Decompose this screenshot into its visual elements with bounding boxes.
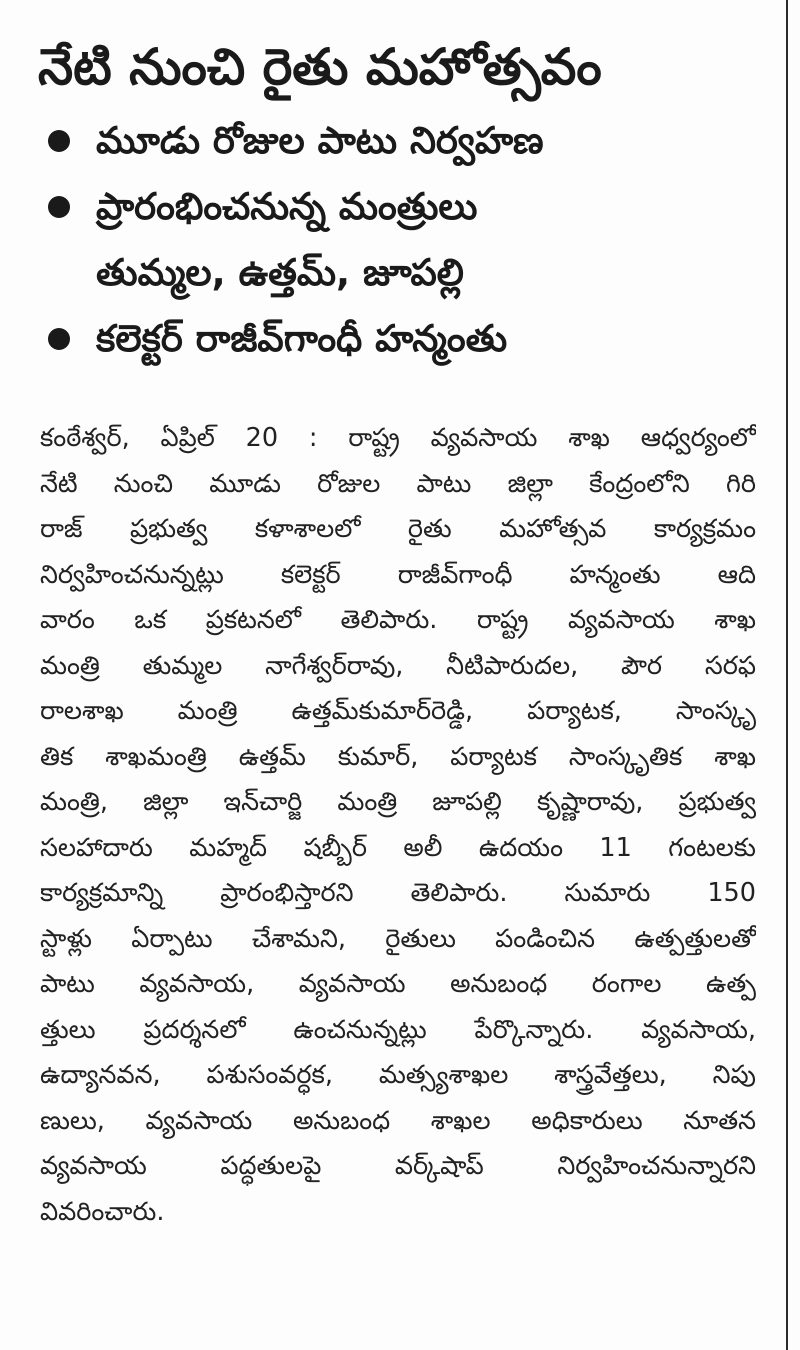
body-line: ణులు, వ్యవసాయ అనుబంధ శాఖల అధికారులు నూతన	[40, 1105, 756, 1136]
body-line: రాజ్ ప్రభుత్వ కళాశాలలో రైతు మహోత్సవ కార్యక్రమం	[40, 514, 756, 544]
bullet-icon	[48, 328, 70, 350]
bullet-icon	[48, 130, 70, 152]
highlight-item	[40, 108, 760, 174]
body-line: సలహాదారు మహ్మద్ షబ్బీర్ అలీ ఉదయం 11 గంటలకు	[40, 832, 756, 863]
highlight-line: తుమ్మల, ఉత్తమ్, జూపల్లి	[96, 251, 464, 294]
article-body	[40, 416, 756, 1235]
body-line: రాలశాఖ మంత్రి ఉత్తమ్‌కుమార్‌రెడ్డి, పర్యాటక, సాంస్కృ	[40, 696, 756, 726]
body-line: వివరించారు.	[40, 1196, 165, 1227]
highlight-line: మూడు రోజుల పాటు నిర్వహణ	[96, 119, 544, 162]
bullet-icon	[48, 196, 70, 218]
column-rule	[786, 0, 788, 1350]
highlights-list	[40, 108, 760, 372]
highlight-item	[40, 306, 760, 372]
body-line: వ్యవసాయ పద్ధతులపై వర్క్‌షాప్ నిర్వహించనున్నారని	[40, 1151, 756, 1181]
body-line: కార్యక్రమాన్ని ప్రారంభిస్తారని తెలిపారు. సుమారు 150	[40, 878, 756, 908]
body-line: మంత్రి, జిల్లా ఇన్‌చార్జి మంత్రి జూపల్లి కృష్ణారావు, ప్రభుత్వ	[40, 787, 756, 817]
highlight-line: ప్రారంభించనున్న మంత్రులు	[96, 185, 478, 228]
body-line: నిర్వహించనున్నట్లు కలెక్టర్ రాజీవ్‌గాంధీ హన్మంతు ఆది	[40, 559, 756, 590]
body-line: మంత్రి తుమ్మల నాగేశ్వర్‌రావు, నీటిపారుదల, పౌర సరఫ	[40, 650, 756, 681]
body-line: స్టాళ్లు ఏర్పాటు చేశామని, రైతులు పండించిన ఉత్పత్తులతో	[40, 923, 756, 954]
highlight-item	[40, 174, 760, 306]
body-line: నేటి నుంచి మూడు రోజుల పాటు జిల్లా కేంద్రంలోని గిరి	[40, 468, 756, 499]
body-line: కంఠేశ్వర్, ఏప్రిల్ 20 : రాష్ట్ర వ్యవసాయ శాఖ ఆధ్వర్యంలో	[40, 423, 756, 453]
body-line: పాటు వ్యవసాయ, వ్యవసాయ అనుబంధ రంగాల ఉత్ప	[40, 969, 756, 999]
body-line: త్తులు ప్రదర్శనలో ఉంచనున్నట్లు పేర్కొన్నారు. వ్యవసాయ,	[40, 1014, 756, 1045]
body-line: తిక శాఖమంత్రి ఉత్తమ్ కుమార్, పర్యాటక సాంస్కృతిక శాఖ	[40, 741, 756, 772]
highlight-line: కలెక్టర్ రాజీవ్‌గాంధీ హన్మంతు	[96, 317, 508, 360]
body-line: ఉద్యానవన, పశుసంవర్ధక, మత్స్యశాఖల శాస్త్రవేత్తలు, నిపు	[40, 1060, 756, 1090]
body-line: వారం ఒక ప్రకటనలో తెలిపారు. రాష్ట్ర వ్యవసాయ శాఖ	[40, 605, 756, 635]
headline: నేటి నుంచి రైతు మహోత్సవం	[38, 38, 602, 96]
